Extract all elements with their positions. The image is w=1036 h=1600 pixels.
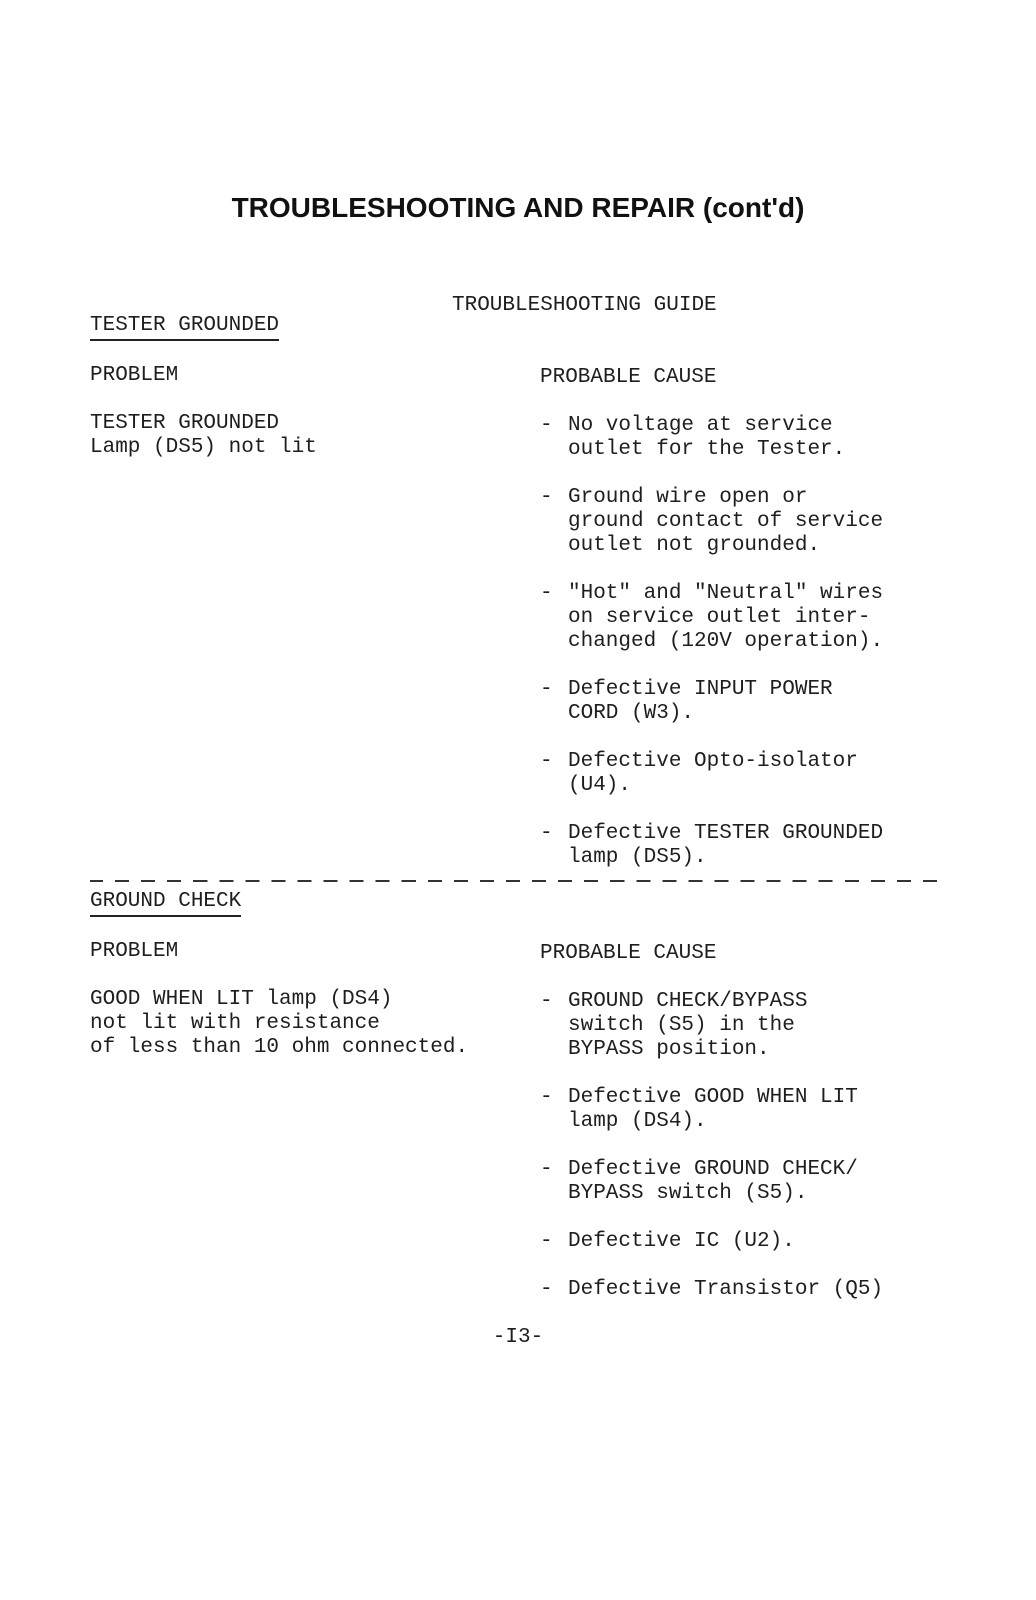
cause-item bbox=[540, 1086, 858, 1134]
section-divider bbox=[90, 880, 940, 882]
section-heading-tester-grounded: TESTER GROUNDED bbox=[90, 314, 279, 341]
cause-text: Defective Opto-isolator (U4). bbox=[568, 750, 858, 797]
probable-cause-label: PROBABLE CAUSE bbox=[540, 942, 717, 965]
cause-text: Defective INPUT POWER CORD (W3). bbox=[568, 678, 833, 725]
cause-item bbox=[540, 414, 845, 462]
cause-dash: - bbox=[540, 414, 553, 437]
cause-dash: - bbox=[540, 1230, 553, 1253]
cause-item bbox=[540, 1158, 858, 1206]
cause-text: "Hot" and "Neutral" wires on service outlet inter- changed (120V operation). bbox=[568, 582, 884, 653]
cause-dash: - bbox=[540, 1158, 553, 1181]
cause-item bbox=[540, 822, 883, 870]
guide-heading: TROUBLESHOOTING GUIDE bbox=[452, 294, 717, 317]
cause-text: Defective IC (U2). bbox=[568, 1230, 795, 1253]
probable-cause-label: PROBABLE CAUSE bbox=[540, 366, 717, 389]
cause-dash: - bbox=[540, 486, 553, 509]
cause-text: GROUND CHECK/BYPASS switch (S5) in the BYPASS position. bbox=[568, 990, 808, 1061]
problem-text: GOOD WHEN LIT lamp (DS4) not lit with resistance of less than 10 ohm connected. bbox=[90, 988, 469, 1059]
cause-item bbox=[540, 750, 858, 798]
cause-item bbox=[540, 582, 883, 654]
cause-item bbox=[540, 1278, 883, 1302]
cause-item bbox=[540, 990, 807, 1062]
cause-item bbox=[540, 678, 833, 726]
cause-dash: - bbox=[540, 1278, 553, 1301]
cause-dash: - bbox=[540, 750, 553, 773]
cause-item bbox=[540, 486, 883, 558]
cause-dash: - bbox=[540, 678, 553, 701]
cause-text: Defective GROUND CHECK/ BYPASS switch (S5). bbox=[568, 1158, 858, 1205]
problem-text: TESTER GROUNDED Lamp (DS5) not lit bbox=[90, 412, 317, 459]
cause-text: Defective GOOD WHEN LIT lamp (DS4). bbox=[568, 1086, 858, 1133]
cause-dash: - bbox=[540, 822, 553, 845]
cause-item bbox=[540, 1230, 795, 1254]
cause-text: Ground wire open or ground contact of service outlet not grounded. bbox=[568, 486, 884, 557]
page-title: TROUBLESHOOTING AND REPAIR (cont'd) bbox=[231, 192, 805, 223]
cause-dash: - bbox=[540, 990, 553, 1013]
cause-text: Defective Transistor (Q5) bbox=[568, 1278, 884, 1301]
section-heading-ground-check: GROUND CHECK bbox=[90, 890, 241, 917]
cause-dash: - bbox=[540, 1086, 553, 1109]
problem-label: PROBLEM bbox=[90, 364, 179, 387]
cause-text: Defective TESTER GROUNDED lamp (DS5). bbox=[568, 822, 884, 869]
page-number: -I3- bbox=[492, 1326, 544, 1349]
problem-label: PROBLEM bbox=[90, 940, 179, 963]
cause-dash: - bbox=[540, 582, 553, 605]
cause-text: No voltage at service outlet for the Tester. bbox=[568, 414, 846, 461]
